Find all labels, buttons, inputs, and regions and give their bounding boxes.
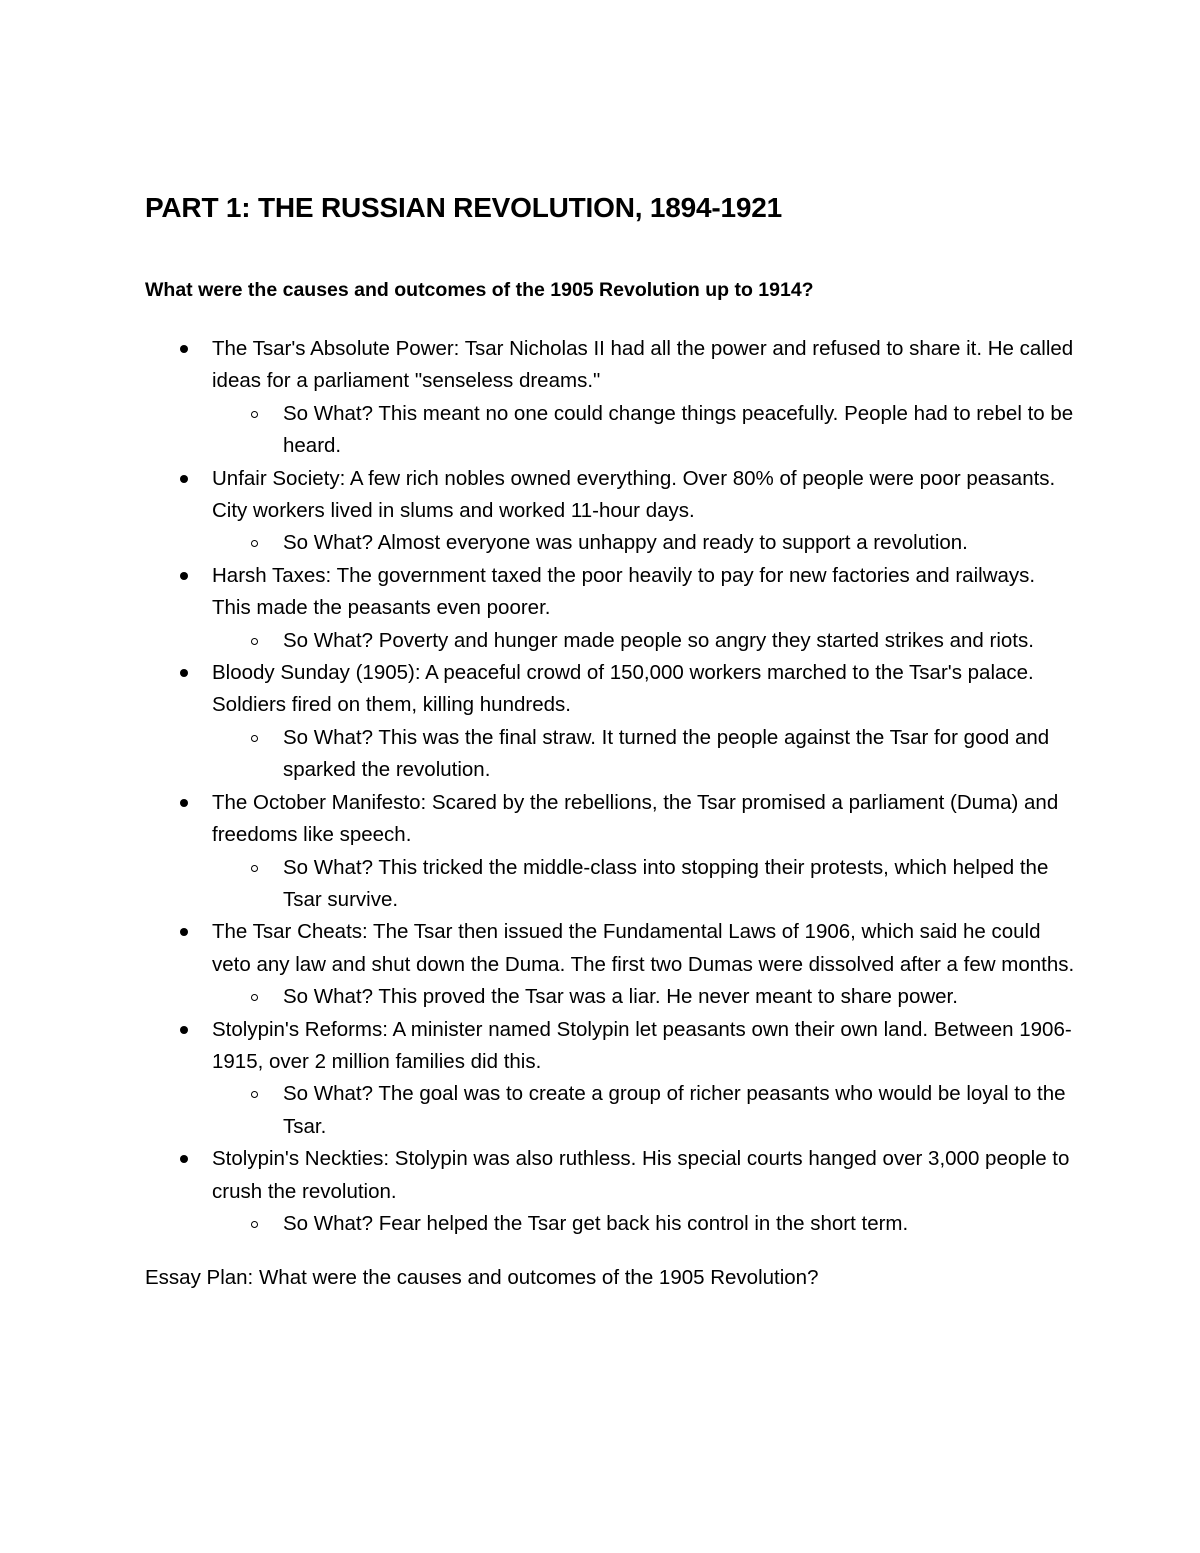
list-item	[145, 657, 1075, 787]
document-page	[145, 188, 1075, 1294]
sub-list-item	[145, 625, 1075, 657]
list-item	[145, 1014, 1075, 1144]
point-text: The October Manifesto: Scared by the rebellions, the Tsar promised a parliament (Duma) and freedoms like speech.	[212, 790, 1059, 847]
bullet-dot-icon	[180, 1155, 188, 1163]
hollow-circle-icon	[251, 411, 258, 418]
sub-list-item	[145, 981, 1075, 1013]
sub-list-item	[145, 852, 1075, 917]
sub-list	[212, 1208, 1075, 1240]
sub-list-item	[145, 398, 1075, 463]
causes-list	[145, 333, 1075, 1240]
sub-list-item	[145, 722, 1075, 787]
sub-list	[212, 625, 1075, 657]
sub-list-item	[145, 1208, 1075, 1240]
bullet-dot-icon	[180, 572, 188, 580]
hollow-circle-icon	[251, 638, 258, 645]
hollow-circle-icon	[251, 735, 258, 742]
so-what-text: So What? This was the final straw. It turned the people against the Tsar for good and sparked the revolution.	[283, 725, 1050, 782]
list-item	[145, 1143, 1075, 1240]
hollow-circle-icon	[251, 1221, 258, 1228]
hollow-circle-icon	[251, 994, 258, 1001]
list-item	[145, 463, 1075, 560]
sub-list	[212, 527, 1075, 559]
so-what-text: So What? This proved the Tsar was a liar. He never meant to share power.	[283, 985, 958, 1009]
bullet-dot-icon	[180, 475, 188, 483]
point-text: Bloody Sunday (1905): A peaceful crowd of 150,000 workers marched to the Tsar's palace. Soldiers fired on them, killing hundreds.	[212, 661, 1034, 717]
so-what-text: So What? The goal was to create a group of richer peasants who would be loyal to the Tsar.	[283, 1082, 1066, 1138]
so-what-text: So What? Poverty and hunger made people so angry they started strikes and riots.	[283, 628, 1034, 652]
bullet-dot-icon	[180, 799, 188, 807]
bullet-dot-icon	[180, 345, 188, 353]
so-what-text: So What? Fear helped the Tsar get back his control in the short term.	[283, 1211, 909, 1235]
sub-list	[212, 398, 1075, 463]
list-item	[145, 787, 1075, 917]
sub-list	[212, 1078, 1075, 1143]
list-item	[145, 560, 1075, 657]
sub-list	[212, 852, 1075, 917]
bullet-dot-icon	[180, 928, 188, 936]
so-what-text: So What? Almost everyone was unhappy and ready to support a revolution.	[283, 531, 968, 555]
hollow-circle-icon	[251, 540, 258, 547]
point-text: The Tsar's Absolute Power: Tsar Nicholas II had all the power and refused to share it. He called ideas for a parliament "senseless dreams."	[212, 337, 1074, 393]
point-text: Stolypin's Reforms: A minister named Stolypin let peasants own their own land. Between 1906-1915, over 2 million families did this.	[212, 1017, 1072, 1073]
sub-list-item	[145, 1078, 1075, 1143]
point-text: Unfair Society: A few rich nobles owned everything. Over 80% of people were poor peasants. City workers lived in slums and worked 11-hour days.	[212, 466, 1056, 523]
so-what-text: So What? This meant no one could change things peacefully. People had to rebel to be heard.	[283, 401, 1074, 458]
sub-list	[212, 981, 1075, 1013]
essay-plan: Essay Plan: What were the causes and outcomes of the 1905 Revolution?	[145, 1266, 819, 1290]
so-what-text: So What? This tricked the middle-class into stopping their protests, which helped the Tsar survive.	[283, 855, 1049, 911]
list-item	[145, 916, 1075, 1013]
bullet-dot-icon	[180, 1026, 188, 1034]
point-text: The Tsar Cheats: The Tsar then issued the Fundamental Laws of 1906, which said he could veto any law and shut down the Duma. The first two Dumas were dissolved after a few months.	[212, 920, 1075, 976]
sub-list-item	[145, 527, 1075, 559]
list-item	[145, 333, 1075, 463]
hollow-circle-icon	[251, 1091, 258, 1098]
section-question: What were the causes and outcomes of the 1905 Revolution up to 1914?	[145, 279, 814, 301]
sub-list	[212, 722, 1075, 787]
hollow-circle-icon	[251, 865, 258, 872]
bullet-dot-icon	[180, 669, 188, 677]
point-text: Stolypin's Neckties: Stolypin was also ruthless. His special courts hanged over 3,000 people to crush the revolution.	[212, 1147, 1070, 1203]
page-title: PART 1: THE RUSSIAN REVOLUTION, 1894-1921	[145, 192, 782, 223]
point-text: Harsh Taxes: The government taxed the poor heavily to pay for new factories and railways. This made the peasants even poorer.	[212, 563, 1036, 620]
